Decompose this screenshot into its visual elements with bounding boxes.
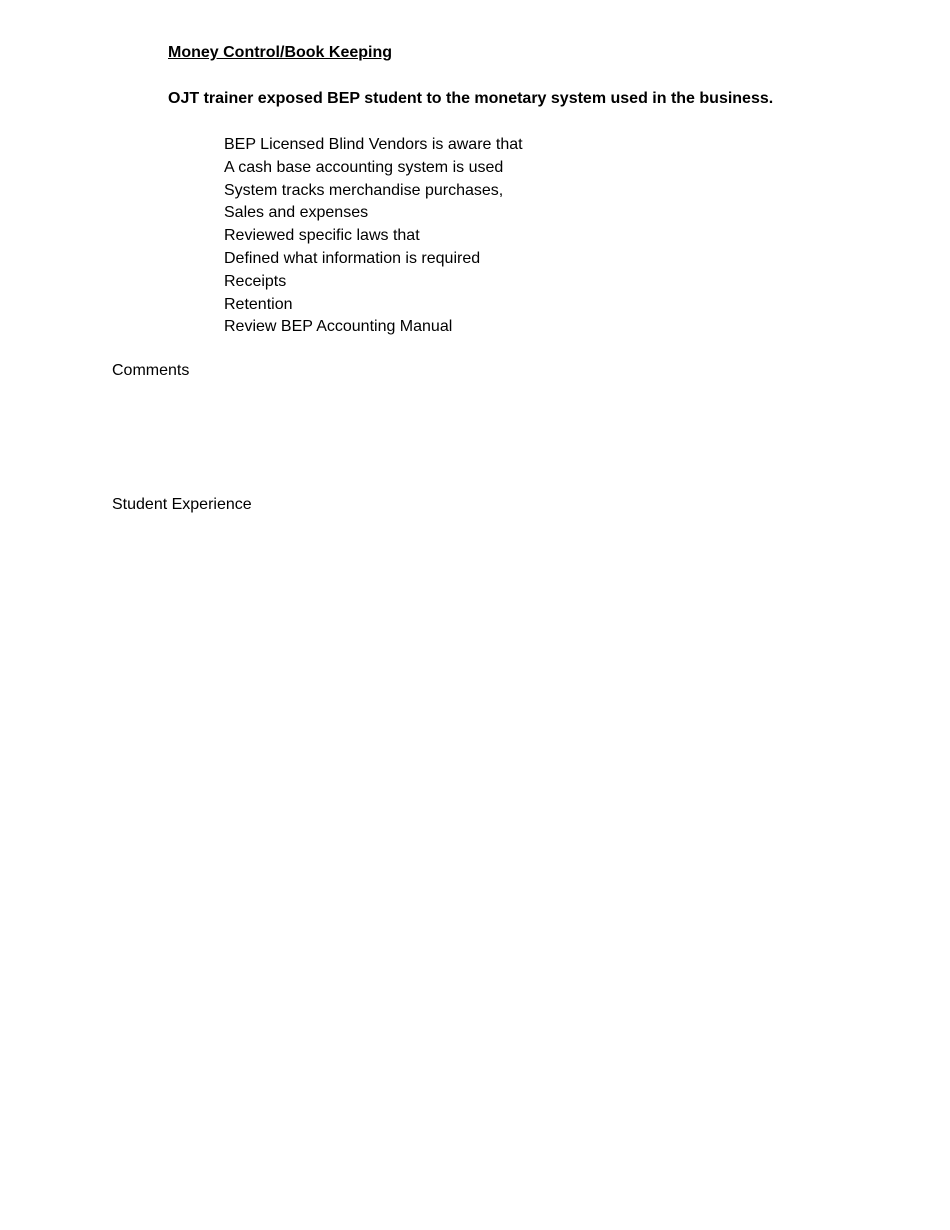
section-title: Money Control/Book Keeping — [168, 44, 392, 61]
comments-label: Comments — [112, 362, 190, 379]
list-item: BEP Licensed Blind Vendors is aware that — [224, 136, 523, 153]
list-item: Reviewed specific laws that — [224, 227, 420, 245]
list-item: Receipts — [224, 272, 287, 290]
list-item: Defined what information is required — [224, 249, 481, 267]
list-item: Review BEP Accounting Manual — [224, 318, 453, 336]
objective-statement: OJT trainer exposed BEP student to the monetary system used in the business. — [168, 90, 774, 107]
checklist-items — [224, 134, 523, 339]
list-item: System tracks merchandise purchases, — [224, 181, 504, 199]
list-item: Sales and expenses — [224, 204, 369, 222]
list-item: A cash base accounting system is used — [224, 158, 504, 176]
list-item: Retention — [224, 295, 293, 313]
student-experience-label: Student Experience — [112, 496, 252, 513]
